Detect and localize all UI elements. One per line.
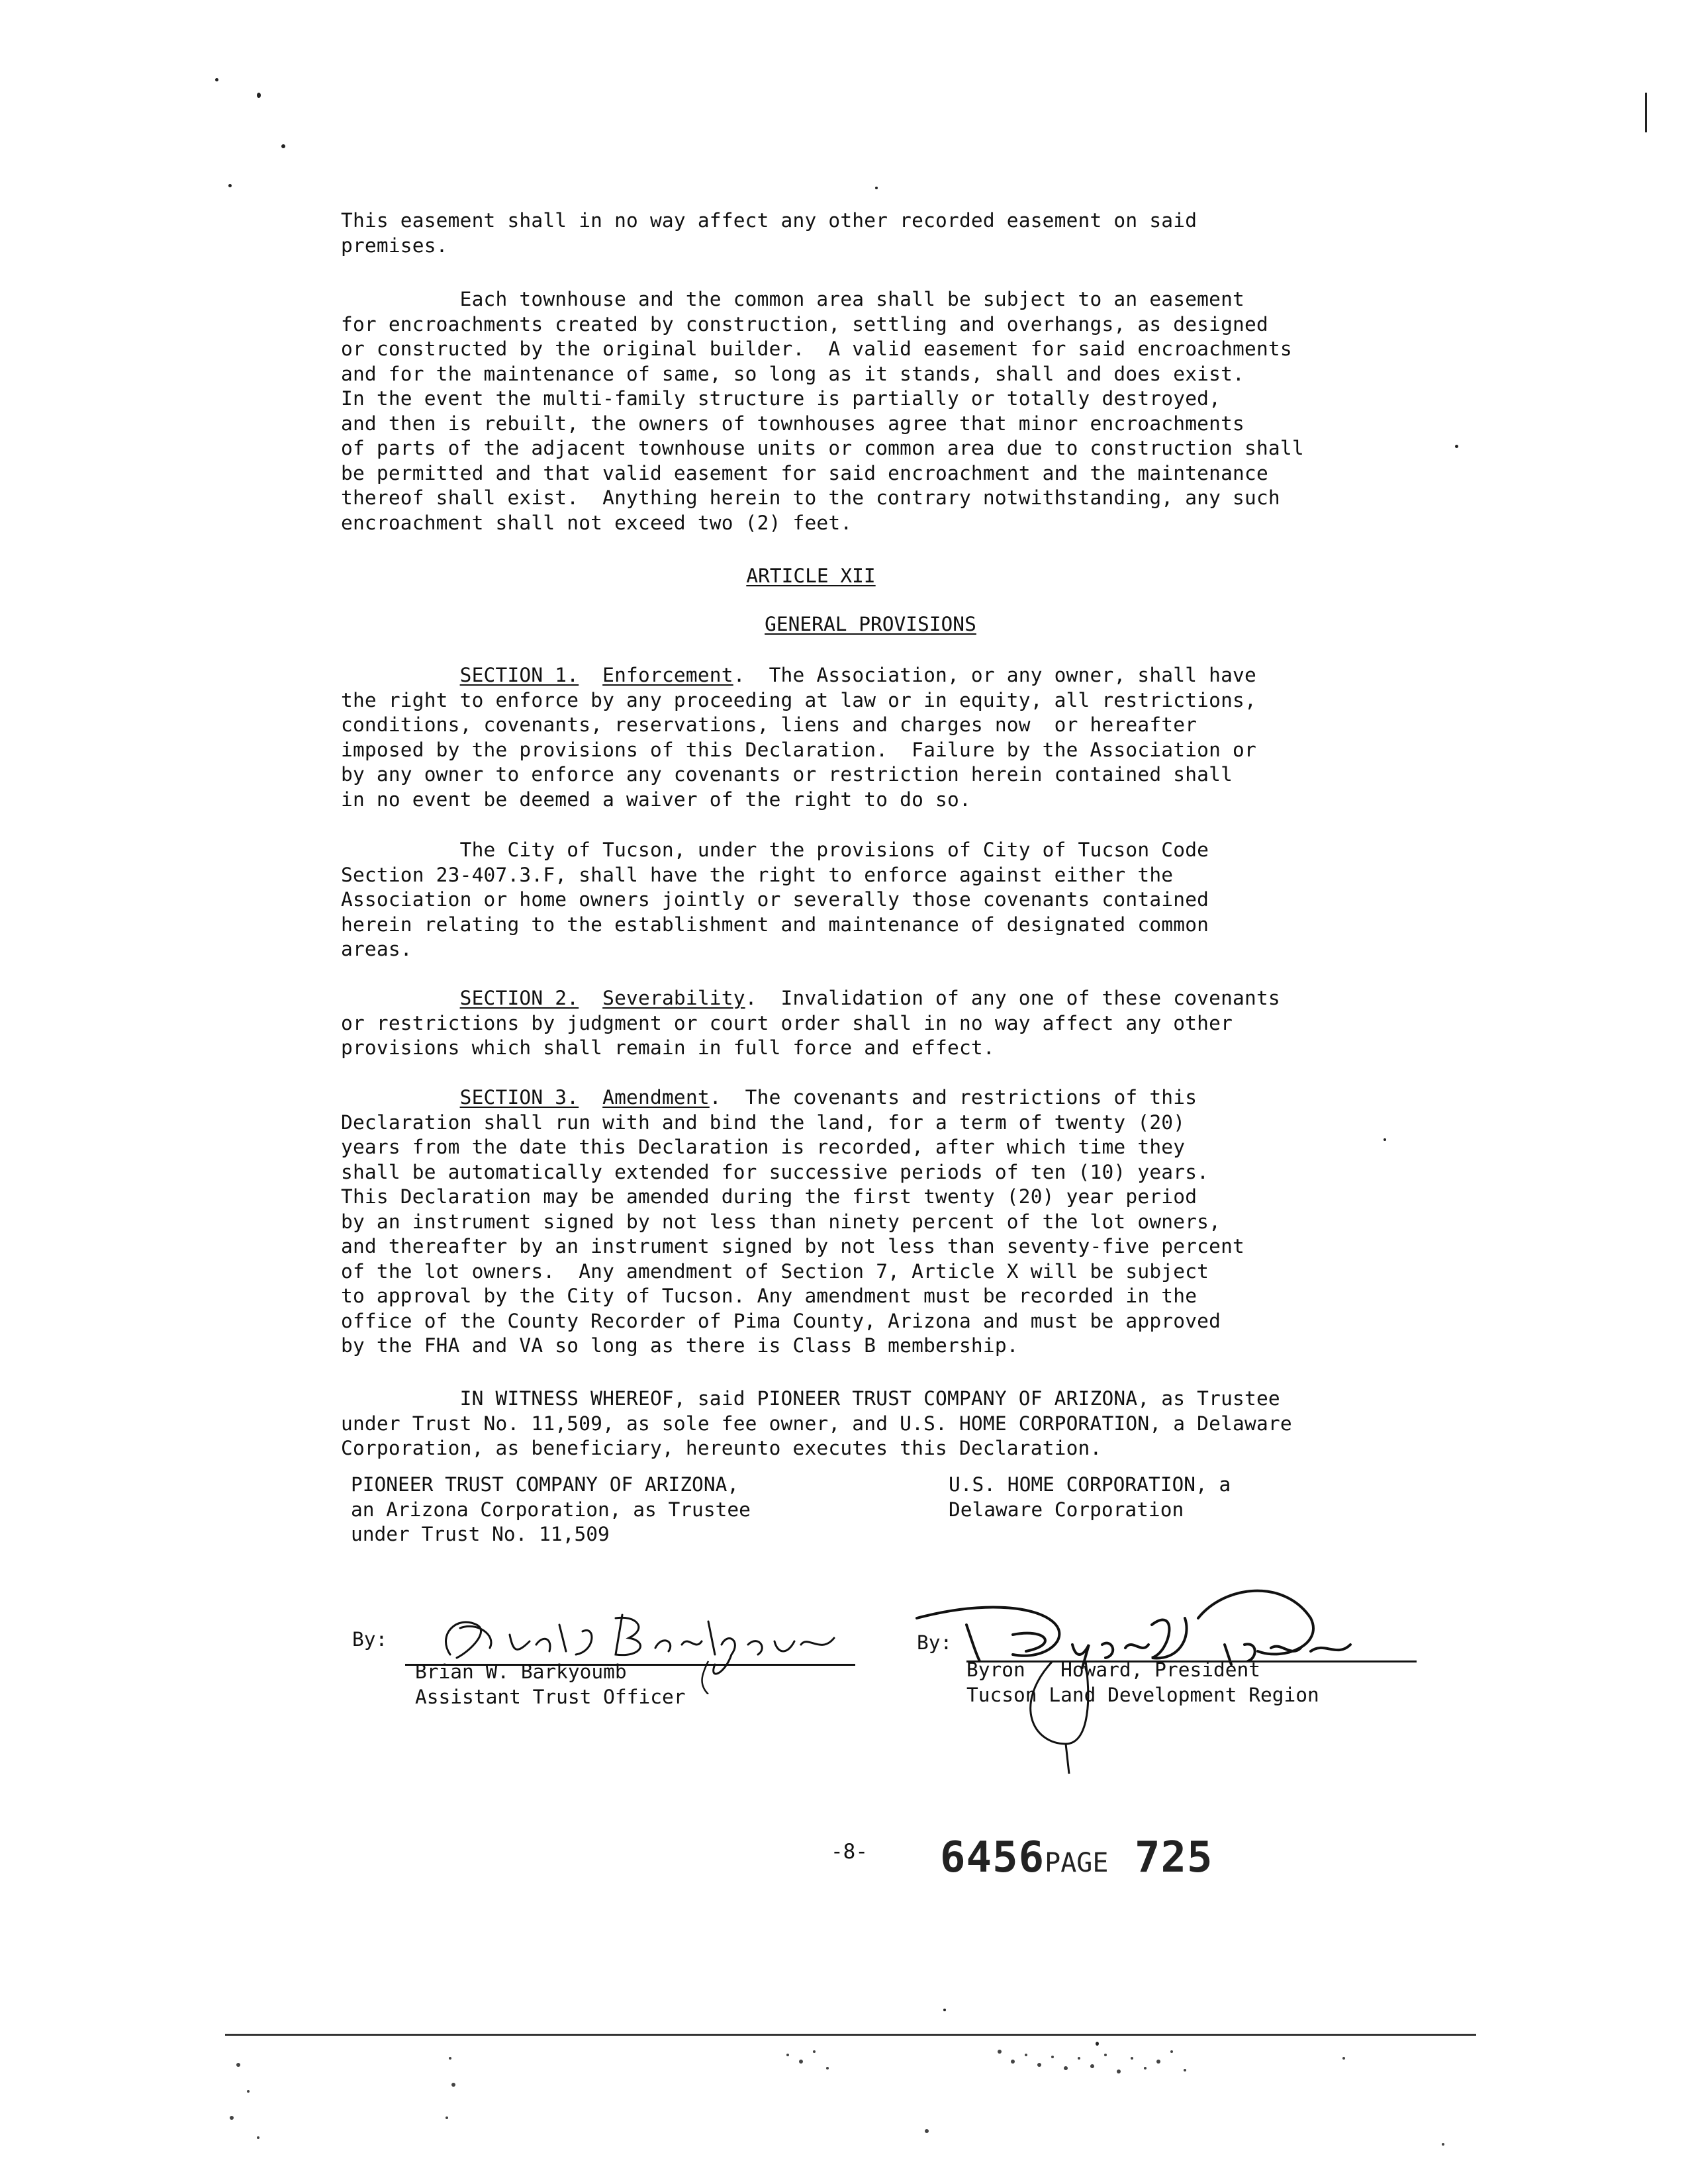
paragraph-city-of-tucson: The City of Tucson, under the provisions of City of Tucson Code Section 23-407.3.F, shall have the right to enforce against either the Association or home owners jointly or severally those covenants contained herein relating to the establishment and maintenance of designated common areas. (341, 839, 1209, 960)
section-1-label: SECTION 1. (459, 664, 579, 686)
section-2-severability: SECTION 2. Severability. Invalidation of any one of these covenants or restrictions by judgment or court order shall in no way affect any other provisions which shall remain in full force and effect. (341, 987, 1280, 1059)
scan-speck (215, 78, 218, 81)
left-by-label: By: (352, 1628, 388, 1651)
scan-speck (1455, 445, 1458, 448)
section-2-title: Severability (602, 987, 745, 1009)
recording-stamp (940, 1833, 1213, 1882)
section-3-title: Amendment (602, 1086, 710, 1109)
paragraph-in-witness-whereof: IN WITNESS WHEREOF, said PIONEER TRUST COMPANY OF ARIZONA, as Trustee under Trust No. 11,509, as sole fee owner, and U.S. HOME CORPORATION, a Delaware Corporation, as beneficiary, hereunto executes this Declaration. (341, 1387, 1292, 1459)
page-label: PAGE (1045, 1848, 1109, 1878)
recorded-page: 725 (1134, 1833, 1213, 1882)
scan-speck (257, 93, 261, 98)
scan-speck (875, 187, 878, 189)
scan-speck (1383, 1138, 1386, 1141)
right-signer-name: Byron Howard, President Tucson Land Development Region (966, 1659, 1319, 1706)
section-3-label: SECTION 3. (459, 1086, 579, 1109)
paragraph-encroachment-easement: Each townhouse and the common area shall be subject to an easement for encroachments created by construction, settling and overhangs, as designed or constructed by the original builder. A valid easement for said encroachments and for the maintenance of same, so long as it stands, shall and does exist. In the event the multi-family structure is partially or totally destroyed, and then is rebuilt, the owners of townhouses agree that minor encroachments of parts of the adjacent townhouse units or common area due to construction shall be permitted and that valid easement for said encroachment and the maintenance thereof shall exist. Anything herein to the contrary notwithstanding, any such encroachment shall not exceed two (2) feet. (341, 288, 1304, 534)
scan-noise-strip (218, 2038, 1476, 2171)
right-party-block: U.S. HOME CORPORATION, a Delaware Corporation (949, 1473, 1231, 1521)
right-by-label: By: (917, 1631, 953, 1654)
book-number: 6456 (940, 1833, 1045, 1882)
scan-speck (943, 2009, 946, 2011)
footer-rule (225, 2034, 1476, 2036)
section-1-title: Enforcement (602, 664, 733, 686)
page-number: -8- (831, 1840, 868, 1864)
section-2-label: SECTION 2. (459, 987, 579, 1009)
scan-speck (281, 144, 285, 148)
scan-speck (228, 184, 232, 187)
section-3-amendment: SECTION 3. Amendment. The covenants and restrictions of this Declaration shall run with and bind the land, for a term of twenty (20) years from the date this Declaration is recorded, after which time they shall be automatically extended for successive periods of ten (10) years. This Declaration may be amended during the first twenty (20) year period by an instrument signed by not less than ninety percent of the lot owners, and thereafter by an instrument signed by not less than seventy-five percent of the lot owners. Any amendment of Section 7, Article X will be subject to approval by the City of Tucson. Any amendment must be recorded in the office of the County Recorder of Pima County, Arizona and must be approved by the FHA and VA so long as there is Class B membership. (341, 1086, 1244, 1357)
article-heading: ARTICLE XII (746, 565, 876, 587)
section-1-enforcement: SECTION 1. Enforcement. The Association, or any owner, shall have the right to enforce by any proceeding at law or in equity, all restrictions, conditions, covenants, reservations, liens and charges now or hereafter imposed by the provisions of this Declaration. Failure by the Association or by any owner to enforce any covenants or restriction herein contained shall in no event be deemed a waiver of the right to do so. (341, 664, 1256, 811)
paragraph-easement-continuation: This easement shall in no way affect any other recorded easement on said premises. (341, 209, 1197, 257)
scan-edge-mark (1645, 93, 1647, 132)
article-title: GENERAL PROVISIONS (765, 613, 976, 635)
left-signer-name: Brian W. Barkyoumb Assistant Trust Officer (415, 1661, 686, 1708)
left-party-block: PIONEER TRUST COMPANY OF ARIZONA, an Arizona Corporation, as Trustee under Trust No. 11,509 (351, 1473, 751, 1545)
